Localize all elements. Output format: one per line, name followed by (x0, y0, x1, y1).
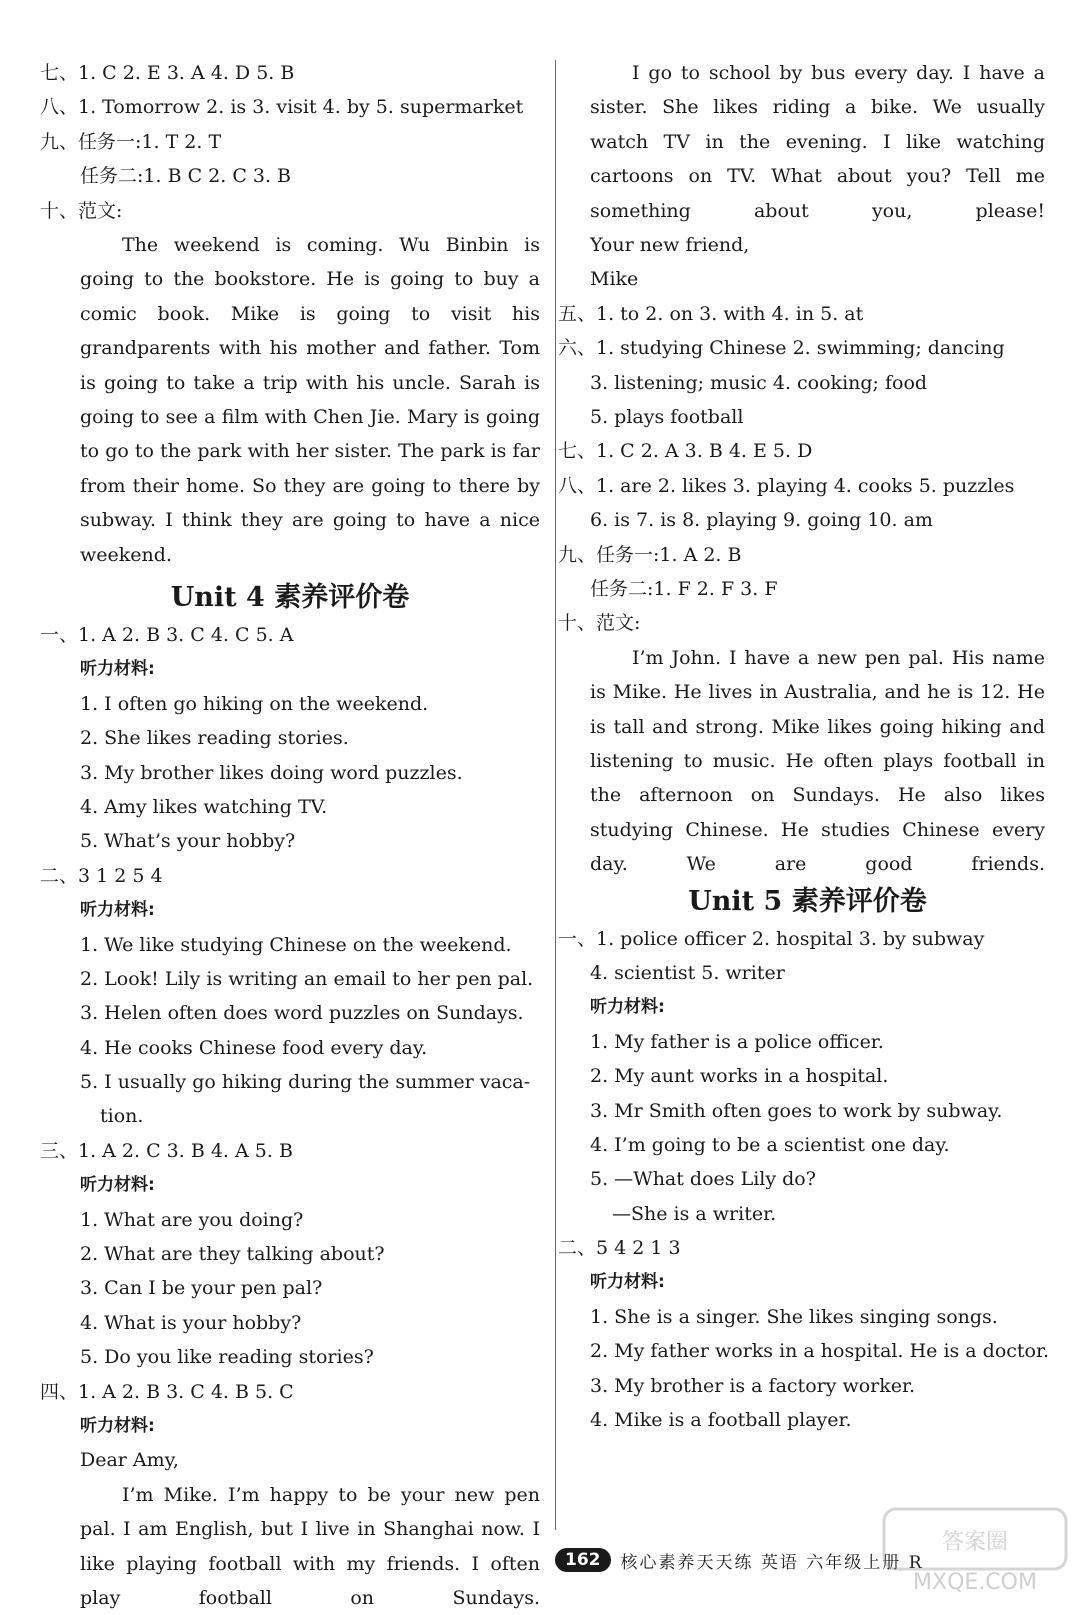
u5-section2-listening-label: 听力材料: (590, 1272, 665, 1293)
u4-s3-item: 5. Do you like reading stories? (80, 1346, 374, 1369)
u5-s1-item: 3. Mr Smith often goes to work by subway. (590, 1099, 1003, 1122)
u5-section1-answers-cont: 4. scientist 5. writer (590, 961, 785, 984)
u4-section4-answers: 四、1. A 2. B 3. C 4. B 5. C (40, 1380, 294, 1403)
watermark-logo (880, 1505, 1070, 1595)
u4-s3-item: 3. Can I be your pen pal? (80, 1277, 323, 1300)
watermark-text: 答案圈 (941, 1530, 1009, 1555)
u4-s2-item: 1. We like studying Chinese on the weekend. (80, 933, 512, 956)
page-number: 162 (555, 1548, 611, 1572)
u5-s1-item: 5. —What does Lily do? (590, 1168, 816, 1191)
letter-paragraph-2: I go to school by bus every day. I have a sister. She likes riding a bike. We usually watch TV in the evening. I like watching cartoons on TV. What about you? Tell me something about you, please! (590, 62, 1045, 222)
u5-s1-item-reply: —She is a writer. (612, 1202, 777, 1225)
u4-s2-item: 3. Helen often does word puzzles on Sundays. (80, 1002, 524, 1025)
book-title: 核心素养天天练 英语 六年级上册 R (620, 1552, 924, 1573)
u4-s2-item: 4. He cooks Chinese food every day. (80, 1036, 428, 1059)
letter-closing: Your new friend, (590, 234, 750, 257)
u4-section4-listening-label: 听力材料: (80, 1416, 155, 1436)
letter-signature: Mike (590, 268, 639, 291)
u4-s1-item: 3. My brother likes doing word puzzles. (80, 761, 463, 784)
watermark-url: MXQE.COM (913, 1570, 1037, 1595)
u5-s2-item: 4. Mike is a football player. (590, 1409, 852, 1432)
u4-s1-item: 5. What’s your hobby? (80, 830, 296, 853)
u4-section2-listening-label: 听力材料: (80, 900, 155, 921)
answer-line-9-task2: 任务二:1. B C 2. C 3. B (80, 165, 292, 188)
u4-section6-answers: 5. plays football (590, 405, 744, 428)
u4-s3-item: 4. What is your hobby? (80, 1311, 302, 1334)
model-essay-text: The weekend is coming. Wu Binbin is going to the bookstore. He is going to buy a comic book. Mike is going to visit his grandparents with his mother and father. Tom is going to take a trip with his uncle. Sarah is going to see a film with Chen Jie. Mary is going to go to the park with her sister. The park is far from their home. So they are going to there by subway. I think they are going to have a nice weekend. (80, 233, 540, 566)
u4-s1-item: 4. Amy likes watching TV. (80, 795, 328, 818)
u4-section8-answers: 6. is 7. is 8. playing 9. going 10. am (590, 509, 933, 532)
u4-section9-task1: 九、任务一:1. A 2. B (558, 543, 742, 566)
u5-section1-answers: 一、1. police officer 2. hospital 3. by subway (558, 927, 985, 950)
letter-greeting: Dear Amy, (80, 1449, 179, 1472)
u5-s1-item: 1. My father is a police officer. (590, 1030, 884, 1053)
u5-s1-item: 4. I’m going to be a scientist one day. (590, 1133, 950, 1156)
column-divider (555, 60, 556, 1530)
u4-section7-answers: 七、1. C 2. A 3. B 4. E 5. D (558, 440, 813, 463)
unit4-title: Unit 4 素养评价卷 (170, 582, 410, 614)
u4-section1-answers: 一、1. A 2. B 3. C 4. C 5. A (40, 624, 294, 647)
u5-section2-answers: 二、5 4 2 1 3 (558, 1237, 681, 1260)
u4-s1-item: 1. I often go hiking on the weekend. (80, 692, 429, 715)
answer-line-7: 七、1. C 2. E 3. A 4. D 5. B (40, 62, 295, 84)
answer-line-8: 八、1. Tomorrow 2. is 3. visit 4. by 5. supermarket (40, 96, 524, 119)
unit5-title: Unit 5 素养评价卷 (688, 885, 927, 917)
u4-section3-listening-label: 听力材料: (80, 1175, 155, 1196)
right-column (558, 56, 1050, 1437)
u4-section9-task2: 任务二:1. F 2. F 3. F (590, 577, 778, 600)
letter-paragraph-1: I’m Mike. I’m happy to be your new pen pal. I am English, but I live in Shanghai now. I like playing football with my friends. I often play football on Sundays. (80, 1483, 540, 1609)
u5-s1-item: 2. My aunt works in a hospital. (590, 1065, 889, 1088)
u4-s2-item: 2. Look! Lily is writing an email to her pen pal. (80, 967, 534, 990)
u5-s2-item: 2. My father works in a hospital. He is a doctor. (590, 1340, 1050, 1363)
model-essay-label: 十、范文: (40, 199, 123, 222)
page-footer (555, 1545, 924, 1575)
u4-section3-answers: 三、1. A 2. C 3. B 4. A 5. B (40, 1139, 293, 1162)
u4-section1-listening-label: 听力材料: (80, 659, 155, 680)
u4-s2-item: 5. I usually go hiking during the summer vaca- (80, 1071, 531, 1094)
u5-s2-item: 1. She is a singer. She likes singing songs. (590, 1305, 998, 1328)
answer-line-9-task1: 九、任务一:1. T 2. T (40, 130, 222, 153)
left-column (40, 56, 540, 1615)
u4-section5-answers: 五、1. to 2. on 3. with 4. in 5. at (558, 302, 864, 325)
u4-model-essay-text: I’m John. I have a new pen pal. His name is Mike. He lives in Australia, and he is 12. He is tall and strong. Mike likes going hiking and listening to music. He often plays football in the afternoon on Sundays. He also likes studying Chinese. He studies Chinese every day. We are good friends. (590, 646, 1045, 876)
u5-section1-listening-label: 听力材料: (590, 997, 665, 1018)
u4-s3-item: 2. What are they talking about? (80, 1243, 385, 1266)
u4-section6-answers: 3. listening; music 4. cooking; food (590, 371, 928, 394)
u4-section8-answers: 八、1. are 2. likes 3. playing 4. cooks 5. puzzles (558, 474, 1015, 497)
u4-section2-answers: 二、3 1 2 5 4 (40, 864, 163, 887)
u4-model-essay-label: 十、范文: (558, 612, 641, 635)
u4-s1-item: 2. She likes reading stories. (80, 727, 349, 750)
u5-s2-item: 3. My brother is a factory worker. (590, 1374, 916, 1397)
u4-section6-answers: 六、1. studying Chinese 2. swimming; dancing (558, 337, 1005, 360)
u4-s3-item: 1. What are you doing? (80, 1208, 304, 1231)
u4-s2-item-cont: tion. (100, 1105, 144, 1128)
